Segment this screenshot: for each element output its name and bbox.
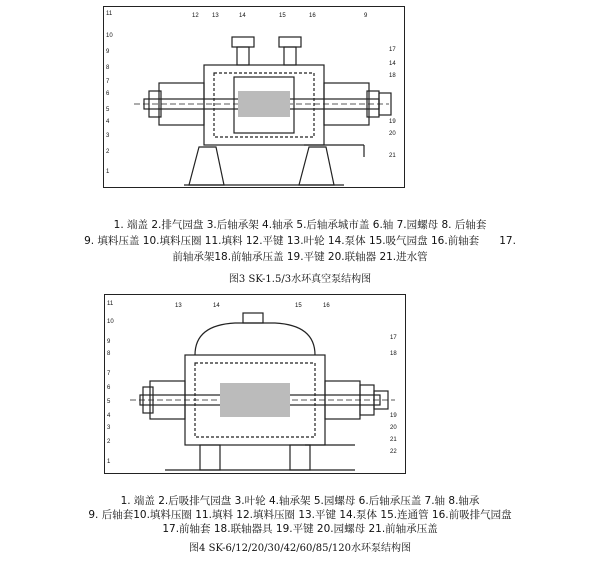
fig3-label-10: 10 — [106, 33, 113, 39]
fig4-label-22: 22 — [390, 449, 397, 455]
fig4-label-19: 19 — [390, 413, 397, 419]
fig4-label-2: 2 — [107, 439, 111, 445]
fig4-legend-line-3: 17.前轴套 18.联轴器具 19.平键 20.园螺母 21.前轴承压盖 — [162, 523, 438, 535]
fig4-legend-line-2: 9. 后轴套10.填料压圈 11.填料 12.填料压圈 13.平键 14.泵体 15.连通管 16.前吸排气园盘 — [88, 509, 512, 521]
fig4-label-7: 7 — [107, 371, 111, 377]
fig3-label-14: 14 — [239, 13, 246, 19]
fig4-label-5: 5 — [107, 399, 111, 405]
fig4-label-14: 14 — [213, 303, 220, 309]
fig3-label-2: 2 — [106, 149, 110, 155]
fig3-legend-line-1: 1. 端盖 2.排气园盘 3.后轴承架 4.轴承 5.后轴承城市盖 6.轴 7.园螺母 8. 后轴套 — [113, 219, 487, 231]
figure3-pump-diagram — [104, 7, 404, 187]
fig4-label-9: 9 — [107, 339, 111, 345]
fig3-label-9: 9 — [106, 49, 110, 55]
fig3-label-21: 21 — [389, 153, 396, 159]
fig3-label-17: 17 — [389, 47, 396, 53]
fig3-label-14r: 14 — [389, 61, 396, 67]
fig3-label-18: 18 — [389, 73, 396, 79]
fig3-legend-line-3: 前轴承架18.前轴承压盖 19.平键 20.联轴器 21.进水管 — [172, 251, 428, 263]
fig3-label-20: 20 — [389, 131, 396, 137]
fig3-label-8: 8 — [106, 65, 110, 71]
figure4-pump-diagram — [105, 295, 405, 473]
fig4-caption: 图4 SK-6/12/20/30/42/60/85/120水环泵结构图 — [189, 543, 411, 554]
fig3-label-3: 3 — [106, 133, 110, 139]
fig4-legend-line-1: 1. 端盖 2.后吸排气园盘 3.叶轮 4.轴承架 5.园螺母 6.后轴承压盖 7.轴 8.轴承 — [120, 495, 480, 507]
fig3-label-11: 11 — [106, 11, 113, 17]
fig4-label-17: 17 — [390, 335, 397, 341]
fig4-label-16: 16 — [323, 303, 330, 309]
fig3-label-19: 19 — [389, 119, 396, 125]
fig4-label-6: 6 — [107, 385, 111, 391]
figure3-drawing — [103, 6, 405, 188]
fig4-label-20: 20 — [390, 425, 397, 431]
fig3-label-9r: 9 — [364, 13, 368, 19]
fig4-label-21: 21 — [390, 437, 397, 443]
fig4-label-15: 15 — [295, 303, 302, 309]
fig3-label-13: 13 — [212, 13, 219, 19]
fig4-label-3: 3 — [107, 425, 111, 431]
fig3-label-16: 16 — [309, 13, 316, 19]
fig4-label-4: 4 — [107, 413, 111, 419]
fig3-label-12: 12 — [192, 13, 199, 19]
fig4-label-10: 10 — [107, 319, 114, 325]
fig4-label-18: 18 — [390, 351, 397, 357]
fig4-label-13: 13 — [175, 303, 182, 309]
fig4-label-1: 1 — [107, 459, 111, 465]
figure4-drawing — [104, 294, 406, 474]
fig3-caption: 图3 SK-1.5/3水环真空泵结构图 — [228, 274, 372, 285]
fig4-label-8: 8 — [107, 351, 111, 357]
fig3-label-7: 7 — [106, 79, 110, 85]
fig3-label-15: 15 — [279, 13, 286, 19]
fig4-label-11: 11 — [107, 301, 114, 307]
fig3-legend-line-2: 9. 填料压盖 10.填料压圈 11.填料 12.平键 13.叶轮 14.泵体 15.吸气园盘 16.前轴套 17. — [84, 235, 516, 247]
fig3-label-1: 1 — [106, 169, 110, 175]
fig3-label-4: 4 — [106, 119, 110, 125]
fig3-label-5: 5 — [106, 107, 110, 113]
fig3-label-6: 6 — [106, 91, 110, 97]
